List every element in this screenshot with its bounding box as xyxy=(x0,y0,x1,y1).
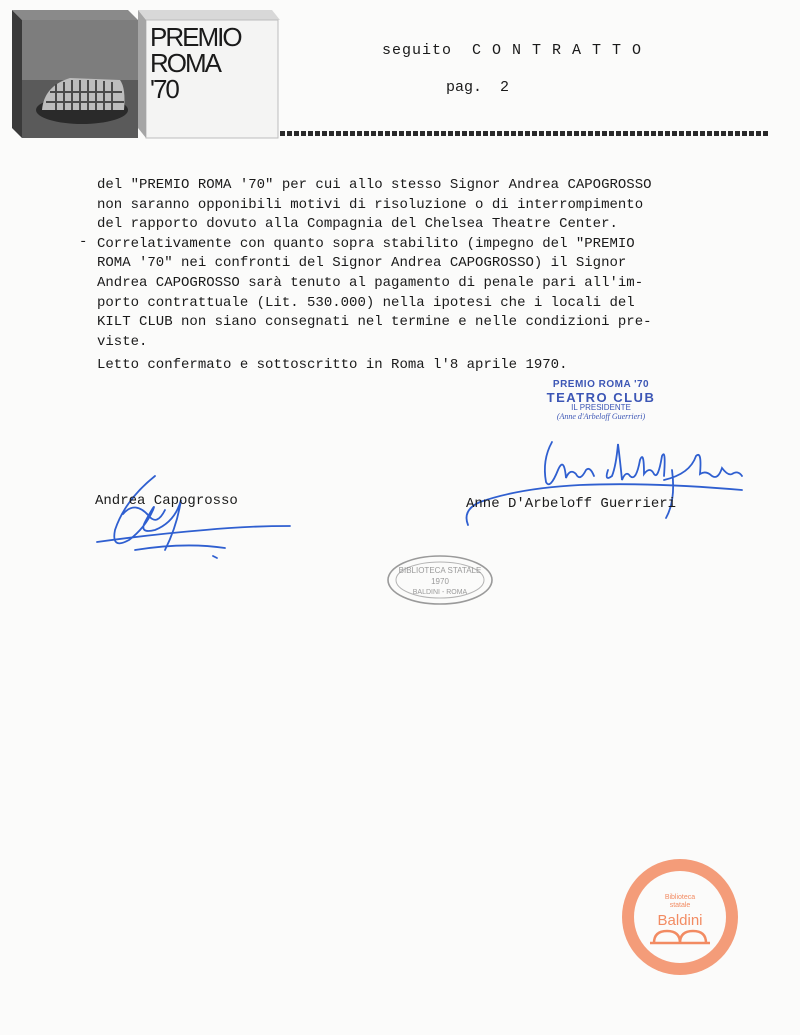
document-title: seguito C O N T R A T T O xyxy=(382,42,643,59)
body-line: porto contrattuale (Lit. 530.000) nella ipotesi che i locali del xyxy=(97,294,635,311)
body-line: del "PREMIO ROMA '70" per cui allo stesso Signor Andrea CAPOGROSSO xyxy=(97,177,652,193)
body-line: del rapporto dovuto alla Compagnia del Chelsea Theatre Center. xyxy=(97,216,618,233)
signature-right-handwritten xyxy=(460,430,750,540)
body-line: ROMA '70" nei confronti del Signor Andrea CAPOGROSSO) il Signor xyxy=(97,255,627,272)
stamp-line-1: PREMIO ROMA '70 xyxy=(552,379,650,390)
logo-line-2: ROMA xyxy=(150,48,220,78)
body-line: viste. xyxy=(97,333,148,350)
library-stamp-line-2: 1970 xyxy=(431,577,449,586)
page-number: pag. 2 xyxy=(446,79,510,96)
library-stamp-line-1: BIBLIOTECA STATALE xyxy=(398,566,482,575)
stamp-line-2: TEATRO CLUB xyxy=(546,389,656,405)
watermark-small-2: statale xyxy=(669,902,691,909)
header-divider xyxy=(280,131,768,136)
teatro-club-stamp xyxy=(530,380,672,430)
stamp-line-3: IL PRESIDENTE xyxy=(571,403,631,413)
library-stamp-line-3: BALDINI - ROMA xyxy=(412,589,468,596)
body-line: Andrea CAPOGROSSO sarà tenuto al pagamento di penale pari all'im- xyxy=(97,274,644,291)
logo-line-1: PREMIO xyxy=(150,22,241,52)
body-line: non saranno opponibili motivi di risoluzione o di interrompimento xyxy=(97,196,644,213)
contract-body xyxy=(97,176,737,352)
stamp-line-4: (Anne d'Arbeloff Guerrieri) xyxy=(556,411,646,421)
bullet-dash: - xyxy=(79,234,88,250)
premio-roma-logo xyxy=(10,6,280,142)
body-line: Correlativamente con quanto sopra stabilito (impegno del "PREMIO xyxy=(97,235,635,252)
signature-left-name: Andrea Capogrosso xyxy=(95,493,238,509)
watermark-small-1: Biblioteca xyxy=(664,894,696,901)
signature-right-name: Anne D'Arbeloff Guerrieri xyxy=(466,496,677,512)
watermark-name: Baldini xyxy=(657,912,703,929)
signature-left-handwritten xyxy=(95,470,295,570)
baldini-watermark xyxy=(618,855,742,979)
library-stamp xyxy=(385,553,495,608)
closing-statement: Letto confermato e sottoscritto in Roma l'8 aprile 1970. xyxy=(97,357,568,373)
logo-line-3: '70 xyxy=(150,74,178,104)
body-line: KILT CLUB non siano consegnati nel termine e nelle condizioni pre- xyxy=(97,314,652,331)
